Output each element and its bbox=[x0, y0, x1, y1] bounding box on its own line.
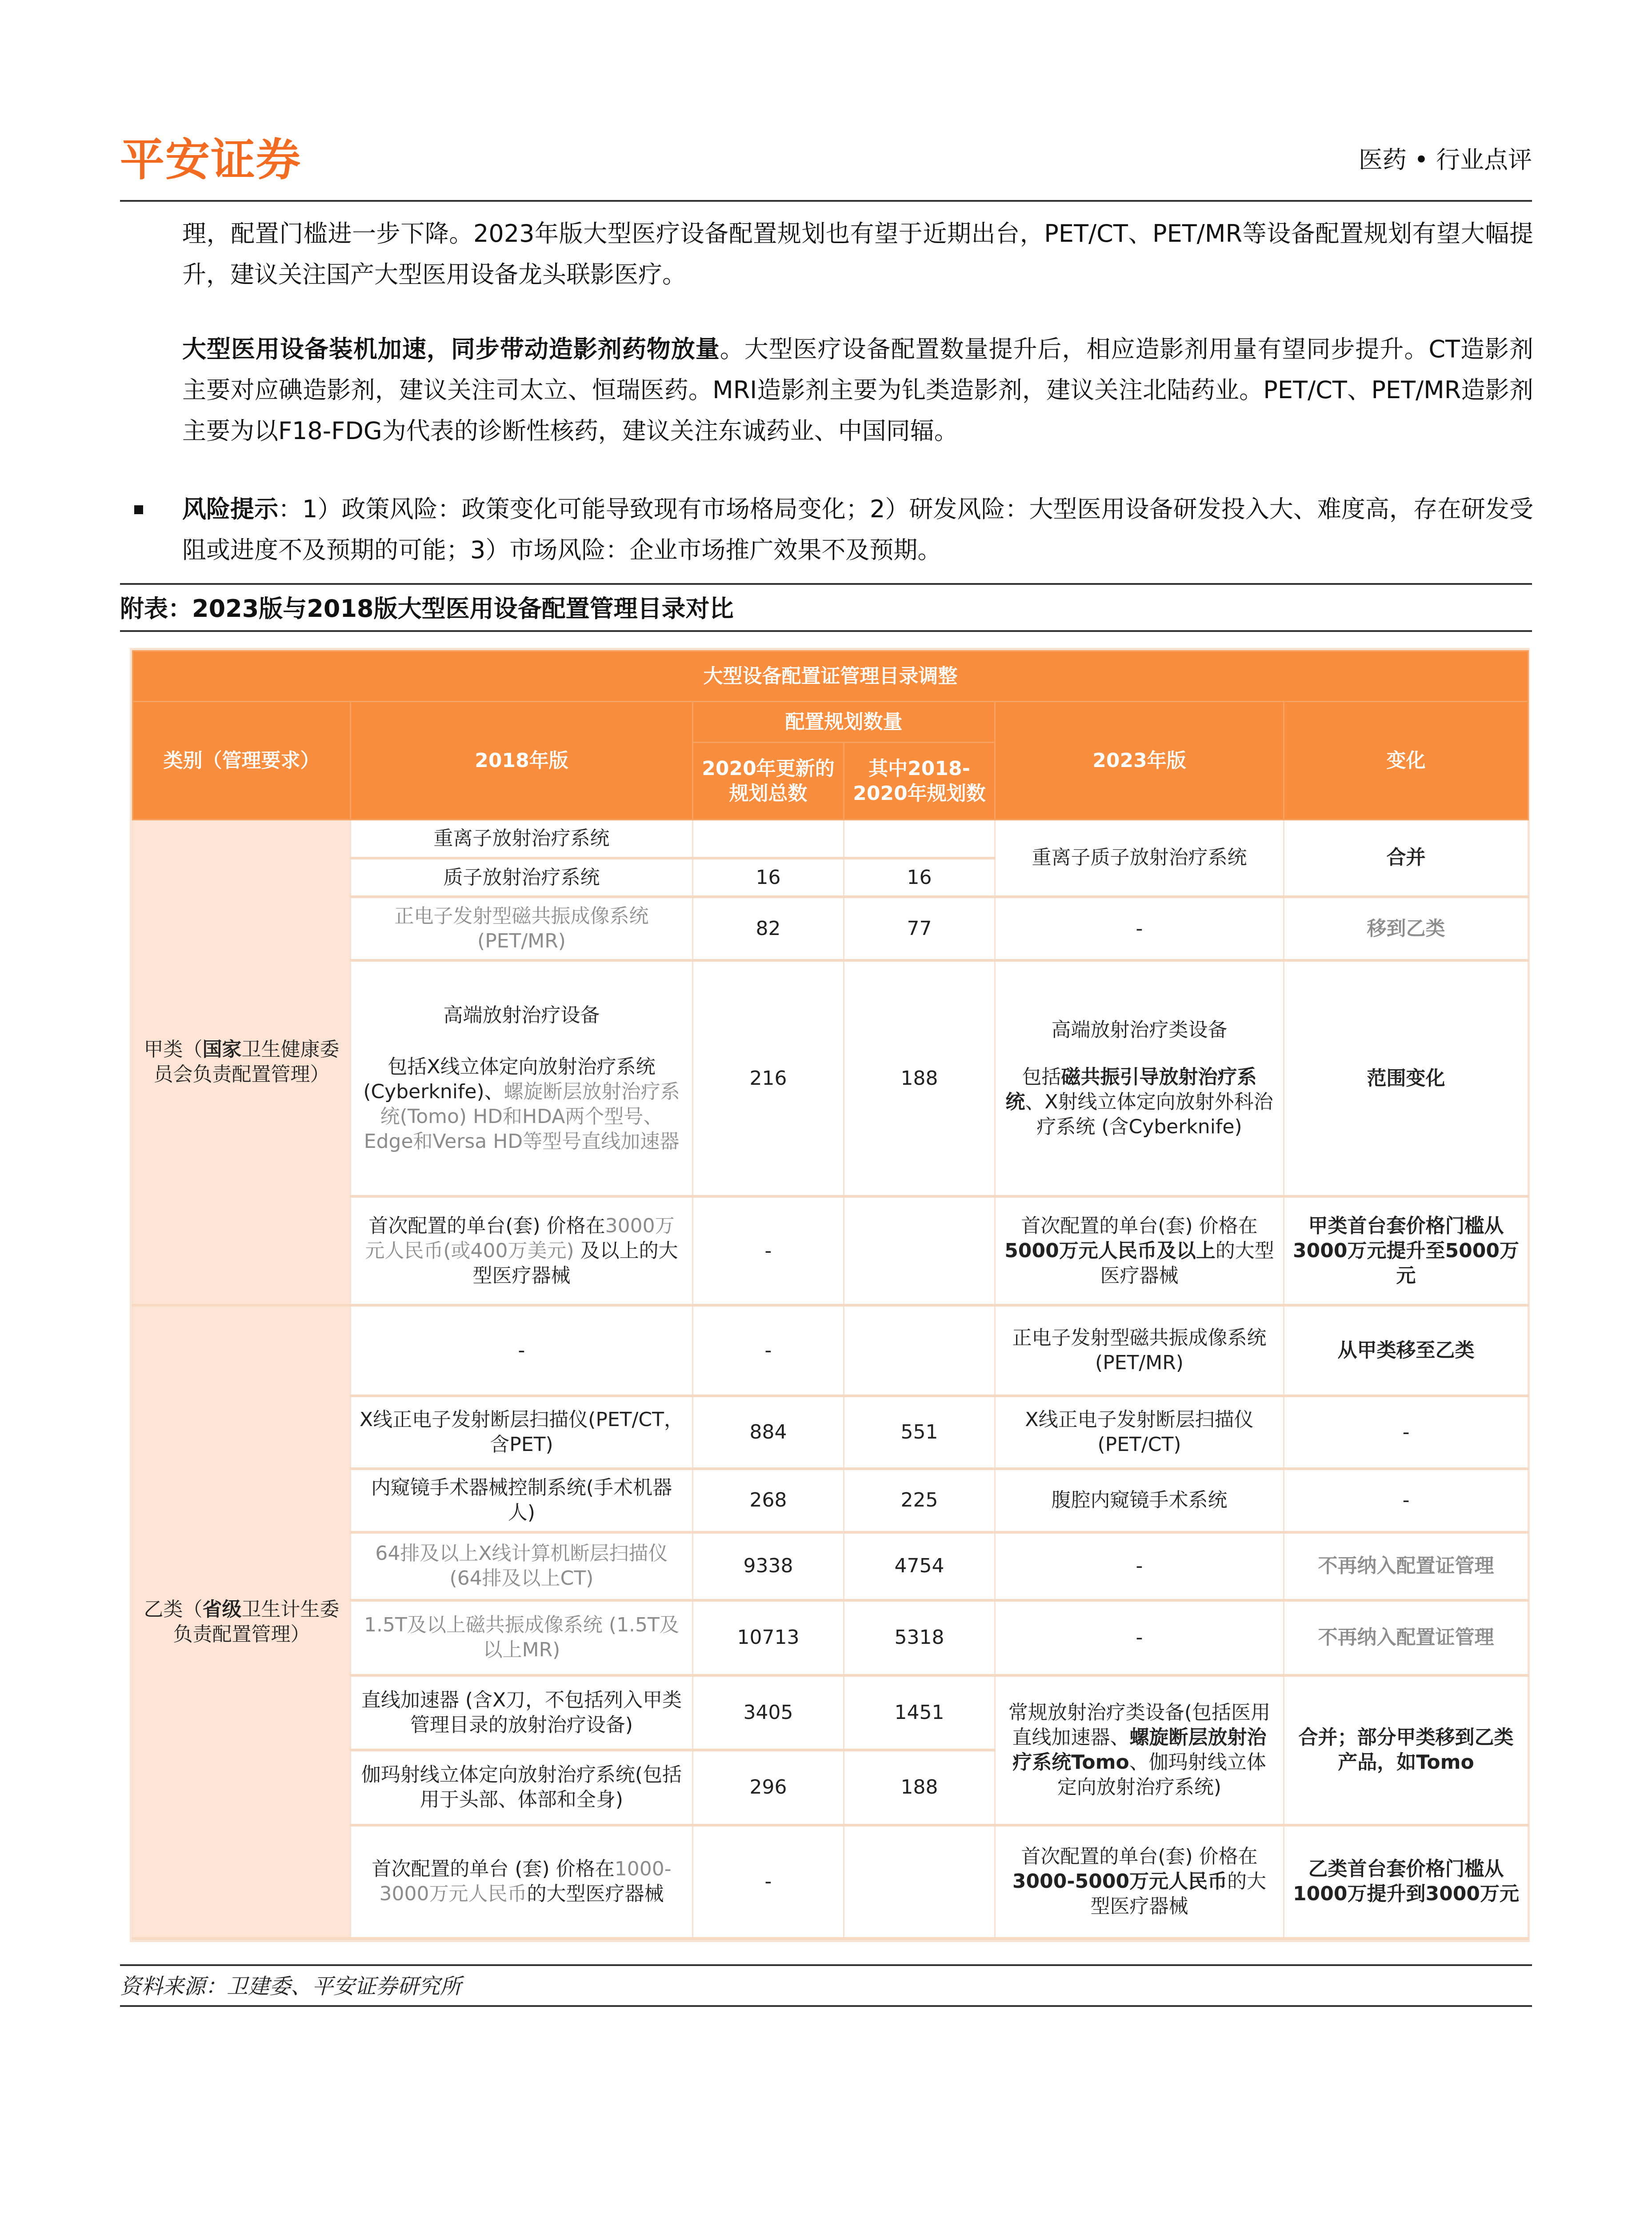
header-category: 类别（管理要求） bbox=[133, 702, 351, 820]
b-r5-change: 不再纳入配置证管理 bbox=[1284, 1600, 1528, 1675]
b-r8-2018-part-b: 1000-3000万元人民币 bbox=[379, 1858, 672, 1906]
a-r2-within: 16 bbox=[844, 858, 995, 897]
a-r5-2018-part-c: 及以上的大型医疗器械 bbox=[472, 1239, 678, 1287]
b-r8-2023 bbox=[995, 1825, 1284, 1938]
a-r5-2023-part-b: 5000万元人民币及以上 bbox=[1004, 1239, 1216, 1262]
caption-bottom-rule bbox=[120, 630, 1532, 632]
a-r4-2018-part-a: 包括X线立体定向放射治疗系统(Cyberknife)、 bbox=[363, 1055, 656, 1103]
b-r3-change: - bbox=[1284, 1469, 1528, 1532]
bullet-icon bbox=[134, 505, 143, 514]
source-bottom-rule bbox=[120, 2005, 1532, 2007]
header-plan-within: 其中2018-2020年规划数 bbox=[844, 743, 995, 820]
category-b-cell bbox=[133, 1305, 351, 1938]
b-r8-total: - bbox=[693, 1825, 844, 1938]
a-r4-2018-title: 高端放射治疗设备 bbox=[443, 1003, 600, 1027]
comparison-table bbox=[130, 648, 1530, 1942]
table-caption: 附表：2023版与2018版大型医用设备配置管理目录对比 bbox=[120, 595, 734, 623]
paragraph-2-text: 。大型医疗设备配置数量提升后，相应造影剂用量有望同步提升。CT造影剂主要对应碘造影剂，建议关注司太立、恒瑞医药。MRI造影剂主要为钆类造影剂，建议关注北陆药业。PET/CT、PET/MR造影剂主要为以F18-FDG为代表的诊断性核药，建议关注东诚药业、中国同辐。 bbox=[182, 335, 1533, 445]
b-r6-total: 3405 bbox=[693, 1675, 844, 1750]
b-r8-2018 bbox=[351, 1825, 693, 1938]
b-r5-2018: 1.5T及以上磁共振成像系统 (1.5T及以上MR) bbox=[351, 1600, 693, 1675]
risk-paragraph bbox=[182, 489, 1533, 571]
a-r5-2023-part-c: 的大型医疗器械 bbox=[1100, 1239, 1274, 1287]
b-r67-change: 合并；部分甲类移到乙类产品，如Tomo bbox=[1284, 1675, 1528, 1825]
b-r8-2018-part-c: 的大型医疗器械 bbox=[527, 1882, 664, 1906]
a-r3-2023: - bbox=[995, 897, 1284, 960]
a-r5-total: - bbox=[693, 1196, 844, 1305]
spacer bbox=[359, 1028, 684, 1055]
b-r8-2018-part-a: 首次配置的单台 (套) 价格在 bbox=[372, 1858, 615, 1881]
paragraph-1: 理，配置门槛进一步下降。2023年版大型医疗设备配置规划也有望于近期出台，PET/CT、PET/MR等设备配置规划有望大幅提升，建议关注国产大型医用设备龙头联影医疗。 bbox=[182, 220, 1533, 288]
risk-lead: 风险提示 bbox=[182, 495, 279, 523]
table-header-row-1 bbox=[133, 702, 1528, 743]
risk-text: ：1）政策风险：政策变化可能导致现有市场格局变化；2）研发风险：大型医用设备研发投入大、难度高，存在研发受阻或进度不及预期的可能；3）市场风险：企业市场推广效果不及预期。 bbox=[182, 495, 1533, 564]
a-r5-2018-part-a: 首次配置的单台(套) 价格在 bbox=[368, 1214, 605, 1237]
b-r67-2023-part-c: 、伽玛射线立体定向放射治疗系统) bbox=[1057, 1751, 1266, 1799]
table-row bbox=[133, 819, 1528, 858]
a-r3-total: 82 bbox=[693, 897, 844, 960]
b-r4-within: 4754 bbox=[844, 1532, 995, 1600]
spacer bbox=[1004, 1043, 1275, 1065]
b-r4-2023: - bbox=[995, 1532, 1284, 1600]
category-b-bold: 省级 bbox=[202, 1598, 242, 1621]
b-r2-2023: X线正电子发射断层扫描仪(PET/CT) bbox=[995, 1396, 1284, 1468]
b-r8-2023-part-a: 首次配置的单台(套) 价格在 bbox=[1021, 1845, 1258, 1868]
a-r1-total bbox=[693, 819, 844, 858]
b-r67-2023-part-b: 螺旋断层放射治疗系统Tomo bbox=[1012, 1726, 1267, 1774]
b-r1-within bbox=[844, 1305, 995, 1396]
a-r1-2018: 重离子放射治疗系统 bbox=[351, 819, 693, 858]
b-r67-2023-part-a: 常规放射治疗类设备(包括医用直线加速器、 bbox=[1008, 1701, 1271, 1749]
table-title-row bbox=[133, 651, 1528, 702]
a-r5-within bbox=[844, 1196, 995, 1305]
company-logo: 平安证券 bbox=[120, 134, 301, 186]
b-r7-within: 188 bbox=[844, 1750, 995, 1825]
category-a-suffix: 卫生健康委员会负责配置管理） bbox=[153, 1038, 340, 1086]
a-r5-2023 bbox=[995, 1196, 1284, 1305]
header-plan-total: 2020年更新的规划总数 bbox=[693, 743, 844, 820]
paragraph-2-lead: 大型医用设备装机加速，同步带动造影剂药物放量 bbox=[182, 335, 720, 363]
b-r5-total: 10713 bbox=[693, 1600, 844, 1675]
b-r4-change: 不再纳入配置证管理 bbox=[1284, 1532, 1528, 1600]
b-r67-2023 bbox=[995, 1675, 1284, 1825]
b-r2-2018: X线正电子发射断层扫描仪(PET/CT，含PET) bbox=[351, 1396, 693, 1468]
b-r2-total: 884 bbox=[693, 1396, 844, 1468]
b-r3-total: 268 bbox=[693, 1469, 844, 1532]
b-r3-2023: 腹腔内窥镜手术系统 bbox=[995, 1469, 1284, 1532]
source-top-rule bbox=[120, 1964, 1532, 1966]
table-title: 大型设备配置证管理目录调整 bbox=[133, 651, 1528, 702]
category-a-prefix: 甲类（ bbox=[144, 1038, 203, 1061]
b-r7-total: 296 bbox=[693, 1750, 844, 1825]
category-a-cell bbox=[133, 819, 351, 1305]
b-r1-2023: 正电子发射型磁共振成像系统(PET/MR) bbox=[995, 1305, 1284, 1396]
a-r5-2018 bbox=[351, 1196, 693, 1305]
b-r6-within: 1451 bbox=[844, 1675, 995, 1750]
a-r4-2023 bbox=[995, 960, 1284, 1196]
a-r12-2023: 重离子质子放射治疗系统 bbox=[995, 819, 1284, 897]
header-2023: 2023年版 bbox=[995, 702, 1284, 820]
a-r4-2023-part-c: 、X射线立体定向放射外科治疗系统 (含Cyberknife) bbox=[1025, 1090, 1273, 1138]
a-r3-change: 移到乙类 bbox=[1284, 897, 1528, 960]
a-r4-total: 216 bbox=[693, 960, 844, 1196]
b-r4-2018: 64排及以上X线计算机断层扫描仪(64排及以上CT) bbox=[351, 1532, 693, 1600]
page-header bbox=[120, 133, 1532, 200]
b-r3-2018: 内窥镜手术器械控制系统(手术机器人) bbox=[351, 1469, 693, 1532]
a-r4-2023-part-a: 包括 bbox=[1022, 1065, 1061, 1088]
a-r4-within: 188 bbox=[844, 960, 995, 1196]
b-r5-within: 5318 bbox=[844, 1600, 995, 1675]
b-r5-2023: - bbox=[995, 1600, 1284, 1675]
b-r1-change: 从甲类移至乙类 bbox=[1284, 1305, 1528, 1396]
b-r8-2023-part-c: 的大型医疗器械 bbox=[1090, 1870, 1267, 1918]
b-r8-change: 乙类首台套价格门槛从1000万提升到3000万元 bbox=[1284, 1825, 1528, 1938]
a-r4-2023-title: 高端放射治疗类设备 bbox=[1051, 1018, 1228, 1041]
b-r7-2018: 伽玛射线立体定向放射治疗系统(包括用于头部、体部和全身) bbox=[351, 1750, 693, 1825]
b-r2-change: - bbox=[1284, 1396, 1528, 1468]
a-r12-change: 合并 bbox=[1284, 819, 1528, 897]
caption-top-rule bbox=[120, 583, 1532, 585]
b-r4-total: 9338 bbox=[693, 1532, 844, 1600]
b-r8-2023-part-b: 3000-5000万元人民币 bbox=[1012, 1870, 1228, 1893]
a-r4-change: 范围变化 bbox=[1284, 960, 1528, 1196]
header-change: 变化 bbox=[1284, 702, 1528, 820]
header-2018: 2018年版 bbox=[351, 702, 693, 820]
a-r5-2018-part-b: 3000万元人民币(或400万美元) bbox=[365, 1214, 675, 1262]
a-r4-2018-part-b: 螺旋断层放射治疗系统(Tomo) HD和HDA两个型号、Edge和Versa HD等型号直线加速器 bbox=[364, 1080, 680, 1153]
header-plan: 配置规划数量 bbox=[693, 702, 995, 743]
a-r2-2018: 质子放射治疗系统 bbox=[351, 858, 693, 897]
paragraph-2 bbox=[182, 329, 1533, 452]
a-r3-within: 77 bbox=[844, 897, 995, 960]
b-r8-within bbox=[844, 1825, 995, 1938]
b-r1-total: - bbox=[693, 1305, 844, 1396]
a-r1-within bbox=[844, 819, 995, 858]
a-r4-2023-part-b: 磁共振引导放射治疗系统 bbox=[1005, 1065, 1257, 1113]
b-r2-within: 551 bbox=[844, 1396, 995, 1468]
category-a-bold: 国家 bbox=[202, 1038, 242, 1061]
category-b-prefix: 乙类（ bbox=[144, 1598, 203, 1621]
source-note: 资料来源：卫建委、平安证券研究所 bbox=[120, 1974, 462, 1999]
table-row bbox=[133, 1305, 1528, 1396]
b-r1-2018: - bbox=[351, 1305, 693, 1396]
category-b-suffix: 卫生计生委负责配置管理） bbox=[173, 1598, 340, 1646]
a-r5-2023-part-a: 首次配置的单台(套) 价格在 bbox=[1021, 1214, 1258, 1237]
report-section: 医药 • 行业点评 bbox=[1358, 146, 1532, 174]
a-r2-total: 16 bbox=[693, 858, 844, 897]
a-r5-change: 甲类首台套价格门槛从3000万元提升至5000万元 bbox=[1284, 1196, 1528, 1305]
a-r4-2018 bbox=[351, 960, 693, 1196]
a-r3-2018: 正电子发射型磁共振成像系统(PET/MR) bbox=[351, 897, 693, 960]
header-divider bbox=[120, 200, 1532, 202]
b-r6-2018: 直线加速器 (含X刀，不包括列入甲类管理目录的放射治疗设备) bbox=[351, 1675, 693, 1750]
b-r3-within: 225 bbox=[844, 1469, 995, 1532]
